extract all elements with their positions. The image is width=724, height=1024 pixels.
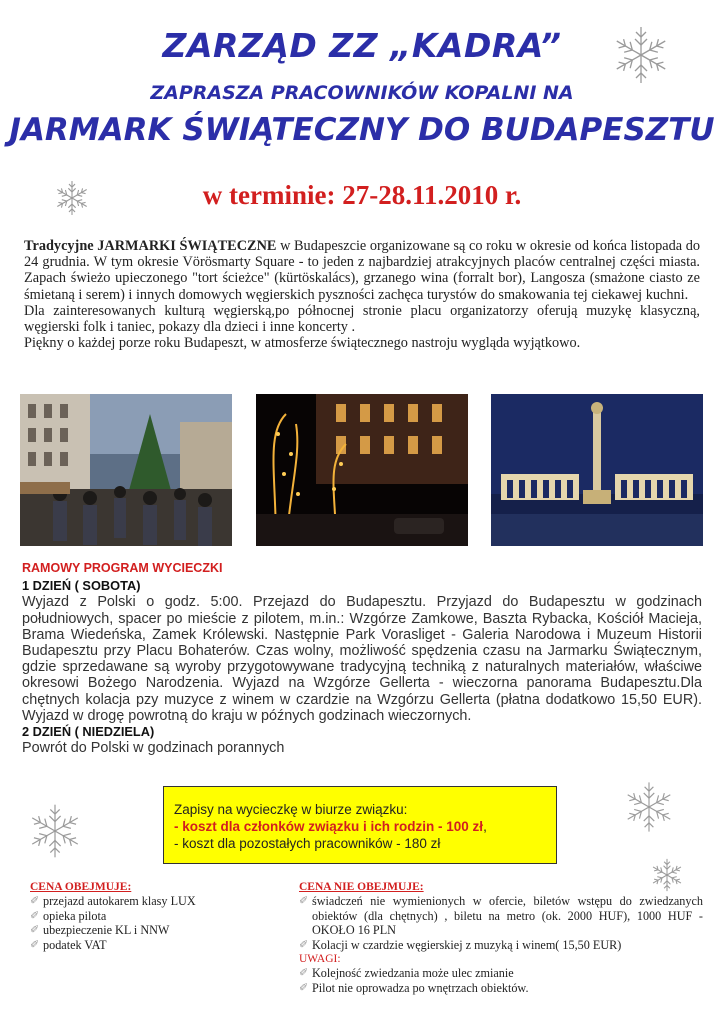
program-heading: RAMOWY PROGRAM WYCIECZKI bbox=[22, 561, 223, 575]
day1-title: 1 DZIEŃ ( SOBOTA) bbox=[22, 578, 141, 594]
intro-paragraph-1: Tradycyjne JARMARKI ŚWIĄTECZNE w Budapeszcie organizowane są co roku w okresie od końca listopada do 24 grudnia. W tym okresie Vörösmarty Square - to jeden z najbardziej atrakcyjnych placów centralnej części miasta. Zapach świeżo upieczonego "tort ścieżce" (kürtöskalács), grzanego wina (forralt bor), Langosza (smażone ciasto ze śmietaną i serem) i innych domowych węgierskich pyszności zachęca turystów do smakowania tej ciekawej kuchni. bbox=[24, 238, 701, 303]
snowflake-icon bbox=[24, 800, 86, 862]
list-item: ✐ opieka pilota bbox=[30, 908, 107, 923]
pencil-bullet-icon: ✐ bbox=[30, 909, 40, 922]
title-event: JARMARK ŚWIĄTECZNY DO BUDAPESZTU bbox=[9, 112, 715, 148]
photo-heroes-square bbox=[491, 394, 703, 546]
pencil-bullet-icon: ✐ bbox=[30, 924, 40, 937]
title-invitation: ZAPRASZA PRACOWNIKÓW KOPALNI NA bbox=[150, 82, 574, 104]
trip-program bbox=[22, 560, 702, 756]
pencil-bullet-icon: ✐ bbox=[30, 895, 40, 908]
price-includes-heading: CENA OBEJMUJE: bbox=[30, 881, 132, 893]
title-organizer: ZARZĄD ZZ „KADRA” bbox=[162, 26, 562, 65]
pencil-bullet-icon: ✐ bbox=[299, 967, 309, 980]
price-includes bbox=[30, 880, 270, 952]
list-item: ✐ podatek VAT bbox=[30, 937, 107, 952]
day1-text: Wyjazd z Polski o godz. 5:00. Przejazd do Budapesztu. Przyjazd do Budapesztu w godzinach południowych, spacer po mieście z pilotem, m.in.: Wzgórze Zamkowe, Baszta Rybacka, Kościół Macieja, Brama Wiedeńska, Zamek Królewski. Następnie Park Vorasliget - Galeria Narodowa i Muzeum Historii Budapesztu przy Placu Bohaterów. Czas wolny, możliwość spędzenia czasu na Jarmarku Świątecznym, gdzie sprzedawane są wyroby przygotowywane tradycyjną techniką z naturalnych materiałów, właściwe okresowi Bożego Narodzenia. Wyjazd na Wzgórze Gellerta - wieczorna panorama Budapesztu.Dla chętnych kolacja pzy muzyce z winem w czardzie na Wzgórzu Gellerta (płatna dodatkowo 15,50 EUR). Wyjazd w drogę powrotną do kraju w późnych godzinach wieczornych. bbox=[22, 594, 702, 724]
intro-lead: Tradycyjne JARMARKI ŚWIĄTECZNE bbox=[24, 238, 277, 254]
list-item: ✐ przejazd autokarem klasy LUX bbox=[30, 894, 196, 909]
notes-heading: UWAGI: bbox=[299, 953, 341, 966]
day2-title: 2 DZIEŃ ( NIEDZIELA) bbox=[22, 724, 155, 740]
event-date: w terminie: 27-28.11.2010 r. bbox=[202, 180, 522, 210]
photo-christmas-market bbox=[20, 394, 232, 546]
pencil-bullet-icon: ✐ bbox=[299, 895, 309, 908]
photo-city-lights bbox=[256, 394, 468, 546]
list-item: ✐ ubezpieczenie KL i NNW bbox=[30, 923, 170, 938]
member-price: - koszt dla członków związku i ich rodzin - 100 zł bbox=[174, 819, 484, 834]
pencil-bullet-icon: ✐ bbox=[299, 938, 309, 951]
snowflake-icon bbox=[608, 22, 674, 88]
pencil-bullet-icon: ✐ bbox=[299, 981, 309, 994]
pencil-bullet-icon: ✐ bbox=[30, 938, 40, 951]
list-item: ✐ świadczeń nie wymienionych w ofercie, biletów wstępu do zwiedzanych obiektów (dla chętnych) , biletu na metro (ok. 2000 HUF), 1000 HUF - OKOŁO 16 PLN bbox=[299, 894, 703, 938]
signup-line-3: - koszt dla pozostałych pracowników - 180 zł bbox=[174, 836, 441, 851]
list-item: ✐ Kolejność zwiedzania może ulec zmianie bbox=[299, 966, 514, 981]
signup-line-2: - koszt dla członków związku i ich rodzin - 100 zł, bbox=[174, 819, 487, 834]
list-item: ✐ Kolacji w czardzie węgierskiej z muzyką i winem( 15,50 EUR) bbox=[299, 937, 622, 952]
signup-box bbox=[163, 786, 557, 864]
signup-line-1: Zapisy na wycieczkę w biurze związku: bbox=[174, 802, 408, 817]
snowflake-icon bbox=[620, 778, 678, 836]
day2-text: Powrót do Polski w godzinach porannych bbox=[22, 740, 285, 757]
snowflake-icon bbox=[52, 178, 92, 218]
intro-paragraph-2: Dla zainteresowanych kulturą węgierską,po północnej stronie placu organizatorzy oferują muzykę klasyczną, węgierski folk i taniec, pokazy dla dzieci i inne koncerty . bbox=[24, 302, 700, 336]
intro-text bbox=[24, 238, 700, 351]
price-excludes-heading: CENA NIE OBEJMUJE: bbox=[299, 881, 424, 893]
list-item: ✐ Pilot nie oprowadza po wnętrzach obiektów. bbox=[299, 980, 529, 995]
intro-paragraph-3: Piękny o każdej porze roku Budapeszt, w atmosferze świątecznego nastroju wygląda wyjątkowo. bbox=[24, 335, 581, 352]
price-excludes bbox=[299, 880, 703, 995]
